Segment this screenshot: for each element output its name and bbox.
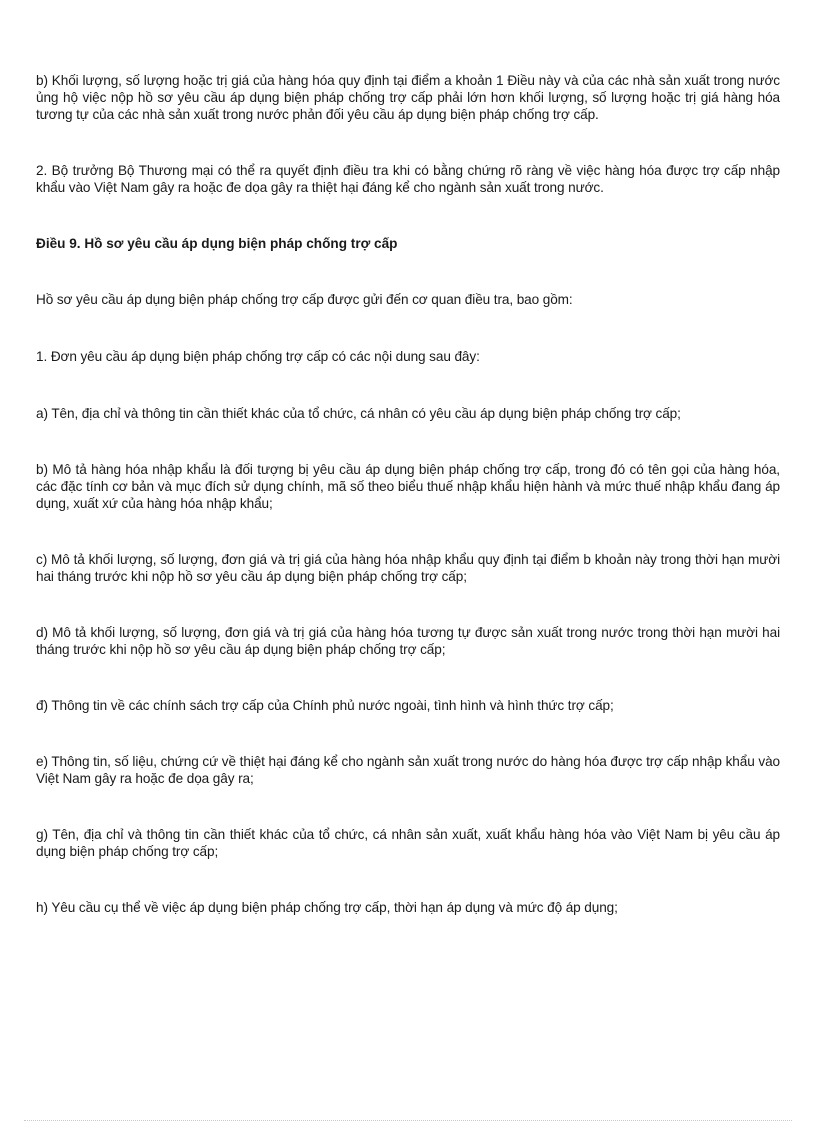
paragraph-c-imports: c) Mô tả khối lượng, số lượng, đơn giá và trị giá của hàng hóa nhập khẩu quy định tại điểm b khoản này trong thời hạn mười hai tháng trước khi nộp hồ sơ yêu cầu áp dụng biện pháp chống trợ cấp;: [36, 552, 780, 584]
spacer: [36, 422, 780, 461]
spacer: [36, 252, 780, 291]
paragraph-b-goods-description: b) Mô tả hàng hóa nhập khẩu là đối tượng bị yêu cầu áp dụng biện pháp chống trợ cấp, trong đó có tên gọi của hàng hóa, các đặc tính cơ bản và mục đích sử dụng chính, mã số theo biểu thuế nhập khẩu hiện hành và mức thuế nhập khẩu đang áp dụng, xuất xứ của hàng hóa nhập khẩu;: [36, 462, 780, 511]
spacer: [36, 585, 780, 624]
paragraph-d-domestic: d) Mô tả khối lượng, số lượng, đơn giá và trị giá của hàng hóa tương tự được sản xuất trong nước trong thời hạn mười hai tháng trước khi nộp hồ sơ yêu cầu áp dụng biện pháp chống trợ cấp;: [36, 625, 780, 657]
paragraph-b-volume: b) Khối lượng, số lượng hoặc trị giá của hàng hóa quy định tại điểm a khoản 1 Điều này và của các nhà sản xuất trong nước ủng hộ việc nộp hồ sơ yêu cầu áp dụng biện pháp chống trợ cấp phải lớn hơn khối lượng, số lượng hoặc trị giá hàng hóa tương tự của các nhà sản xuất trong nước phản đối yêu cầu áp dụng biện pháp chống trợ cấp.: [36, 73, 780, 122]
paragraph-2-minister: 2. Bộ trưởng Bộ Thương mại có thể ra quyết định điều tra khi có bằng chứng rõ ràng về việc hàng hóa được trợ cấp nhập khẩu vào Việt Nam gây ra hoặc đe dọa gây ra thiệt hại đáng kể cho ngành sản xuất trong nước.: [36, 163, 780, 195]
spacer: [36, 658, 780, 697]
spacer: [36, 860, 780, 899]
spacer: [36, 308, 780, 348]
paragraph-dossier-intro: Hồ sơ yêu cầu áp dụng biện pháp chống trợ cấp được gửi đến cơ quan điều tra, bao gồm:: [36, 292, 573, 307]
spacer: [36, 512, 780, 551]
page-bottom-divider: [24, 1120, 792, 1121]
document-page: [36, 72, 780, 916]
paragraph-a-name-address: a) Tên, địa chỉ và thông tin cần thiết khác của tổ chức, cá nhân có yêu cầu áp dụng biện pháp chống trợ cấp;: [36, 406, 681, 421]
paragraph-h-request: h) Yêu cầu cụ thể về việc áp dụng biện pháp chống trợ cấp, thời hạn áp dụng và mức độ áp dụng;: [36, 900, 618, 915]
paragraph-e-injury: e) Thông tin, số liệu, chứng cứ về thiệt hại đáng kể cho ngành sản xuất trong nước do hàng hóa được trợ cấp nhập khẩu vào Việt Nam gây ra hoặc đe dọa gây ra;: [36, 754, 780, 786]
article-9-heading: Điều 9. Hồ sơ yêu cầu áp dụng biện pháp chống trợ cấp: [36, 236, 398, 251]
spacer: [36, 123, 780, 162]
paragraph-g-exporters: g) Tên, địa chỉ và thông tin cần thiết khác của tổ chức, cá nhân sản xuất, xuất khẩu hàng hóa vào Việt Nam bị yêu cầu áp dụng biện pháp chống trợ cấp;: [36, 827, 780, 859]
paragraph-1-application: 1. Đơn yêu cầu áp dụng biện pháp chống trợ cấp có các nội dung sau đây:: [36, 349, 480, 364]
spacer: [36, 196, 780, 235]
spacer: [36, 787, 780, 826]
paragraph-dd-subsidy-policy: đ) Thông tin về các chính sách trợ cấp của Chính phủ nước ngoài, tình hình và hình thức trợ cấp;: [36, 698, 614, 713]
spacer: [36, 365, 780, 405]
spacer: [36, 714, 780, 753]
